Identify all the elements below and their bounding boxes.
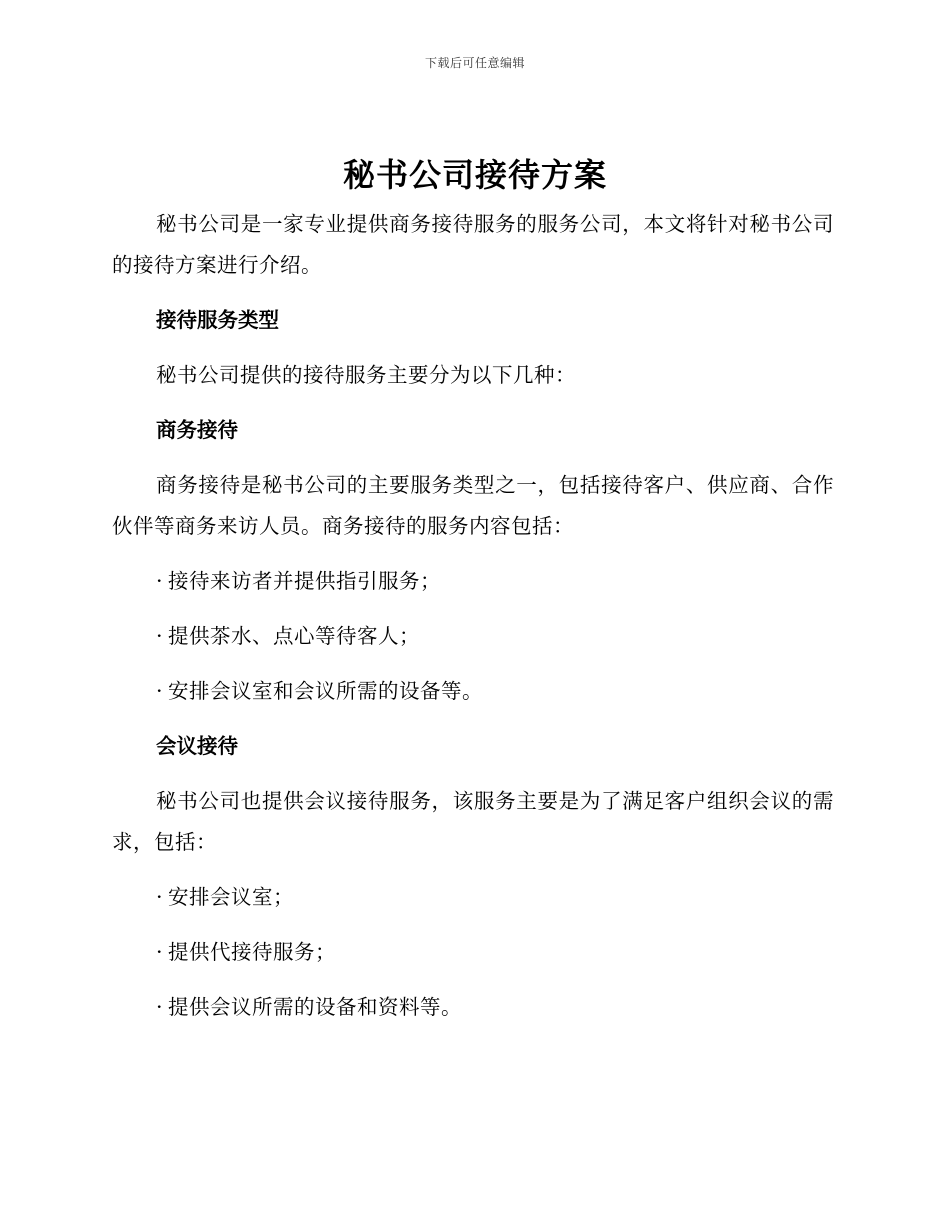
list-item [156, 561, 834, 602]
list-item-text: 提供茶水、点心等待客人； [168, 624, 420, 648]
meeting-reception-paragraph: 秘书公司也提供会议接待服务，该服务主要是为了满足客户组织会议的需求，包括： [112, 789, 834, 854]
intro-paragraph: 秘书公司是一家专业提供商务接待服务的服务公司，本文将针对秘书公司的接待方案进行介绍。 [112, 212, 834, 277]
section-heading-business-reception: 商务接待 [156, 418, 238, 442]
section-heading-service-types: 接待服务类型 [156, 308, 279, 332]
service-types-paragraph: 秘书公司提供的接待服务主要分为以下几种： [156, 363, 576, 387]
list-item-text: 安排会议室和会议所需的设备等。 [168, 679, 483, 703]
bullet-icon: · [156, 940, 164, 964]
business-reception-paragraph: 商务接待是秘书公司的主要服务类型之一，包括接待客户、供应商、合作伙伴等商务来访人员。商务接待的服务内容包括： [112, 473, 834, 538]
list-item-text: 安排会议室； [168, 885, 294, 909]
list-item-text: 接待来访者并提供指引服务； [168, 569, 441, 593]
list-item [156, 616, 834, 657]
list-item [156, 932, 834, 973]
section-heading-meeting-reception: 会议接待 [156, 734, 238, 758]
list-item-text: 提供代接待服务； [168, 940, 336, 964]
header-note: 下载后可任意编辑 [424, 56, 525, 70]
list-item [156, 987, 834, 1028]
bullet-icon: · [156, 624, 164, 648]
bullet-icon: · [156, 569, 164, 593]
list-item-text: 提供会议所需的设备和资料等。 [168, 995, 462, 1019]
document-body [112, 204, 834, 1042]
bullet-icon: · [156, 995, 164, 1019]
list-item [156, 671, 834, 712]
bullet-icon: · [156, 885, 164, 909]
bullet-icon: · [156, 679, 164, 703]
list-item [156, 877, 834, 918]
document-title: 秘书公司接待方案 [342, 156, 607, 194]
